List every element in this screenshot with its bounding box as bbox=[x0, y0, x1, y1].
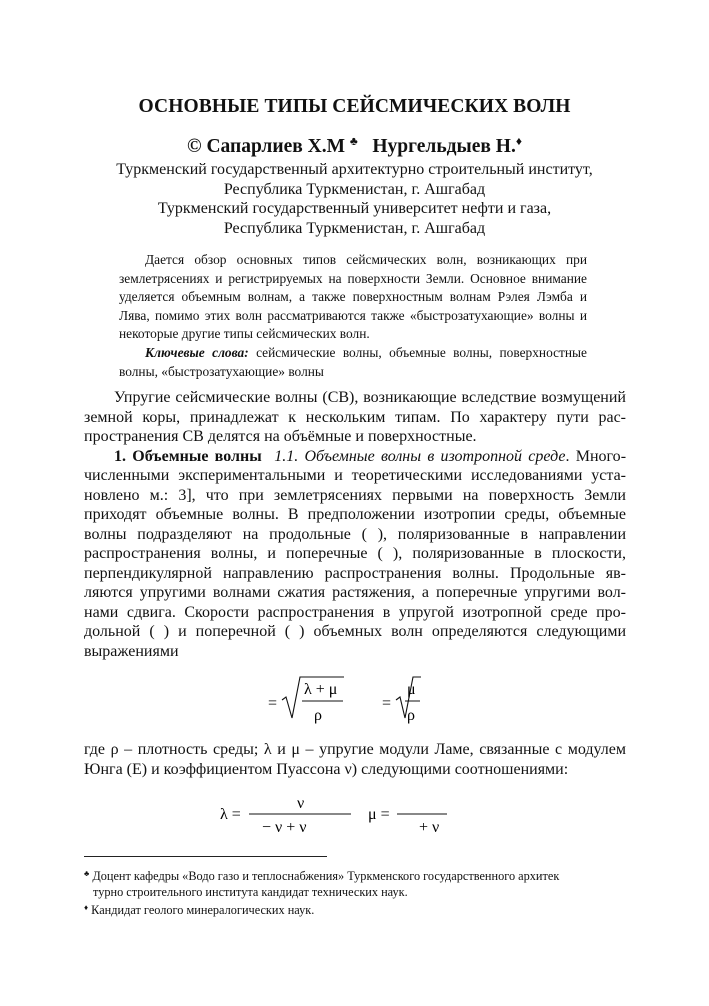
paragraph-1: Упругие сейсмические волны (СВ), возникающие вследствие возмущений земной коры, принадлежат к нескольким типам. По характеру пути распространения СВ делятся на объёмные и поверхностные. bbox=[84, 389, 626, 445]
body-text-continued bbox=[84, 740, 626, 779]
footnote-2 bbox=[84, 900, 626, 918]
diamond-footnote-mark: ♦ bbox=[84, 903, 89, 913]
affiliation-line: Республика Туркменистан, г. Ашгабад bbox=[223, 180, 486, 198]
paragraph-2-text: . Многочисленными экспериментальными и теоретическими исследованиями установлено м.: 3], что при землетрясениях первыми на поверхность Земли приходят объемные волны. В предположении изотропии среды, объемные волны подразделяют на продольные ( ), поляризованные в направлении распространения волны, и поперечные ( ), поляризованные в плоскости, перпендикулярной направлению распространения волны. Продольные являются упругими волнами сжатия растяжения, а поперечные упругими волнами сдвига. Скорости распространения в упругой изотропной среде продольной ( ) и поперечной ( ) объемных волн определяются следующими выражениями bbox=[84, 447, 627, 660]
body-text bbox=[84, 388, 626, 661]
footnote-1-line2: турно строительного института кандидат технических наук. bbox=[93, 885, 408, 900]
section-title: 1. Объемные волны bbox=[114, 447, 262, 465]
affiliation-line: Туркменский государственный архитектурно строительный институт, bbox=[116, 161, 593, 178]
formula3-numerator: ν bbox=[297, 795, 305, 812]
author-2: Нургельдыев Н. bbox=[372, 136, 516, 157]
keywords-label: Ключевые слова: bbox=[145, 344, 249, 360]
abstract bbox=[119, 251, 587, 381]
club-footnote-mark: ♣ bbox=[84, 869, 90, 878]
club-footnote-mark: ♣ bbox=[349, 134, 358, 148]
formula1-equals: = bbox=[268, 695, 278, 712]
footnote-1-line1: Доцент кафедры «Водо газо и теплоснабжения» Туркменского государственного архитек bbox=[92, 869, 560, 883]
formula2-denominator: ρ bbox=[407, 707, 415, 724]
paper-title: ОСНОВНЫЕ ТИПЫ СЕЙСМИЧЕСКИХ ВОЛН bbox=[138, 96, 571, 117]
paragraph-3: где ρ – плотность среды; λ и μ – упругие модули Ламе, связанные с модулем Юнга (E) и коэффициентом Пуассона ν) следующими соотношениями: bbox=[84, 741, 626, 778]
footnotes bbox=[84, 866, 626, 919]
sqrt-sign bbox=[396, 677, 421, 718]
affiliations bbox=[0, 160, 709, 239]
formula3-denominator: − ν + ν bbox=[262, 819, 307, 836]
keywords-text: сейсмические волны, объемные волны, поверхностные волны, «быстрозатухающие» волны bbox=[119, 344, 587, 379]
keywords bbox=[119, 344, 587, 381]
paragraph-2 bbox=[84, 447, 626, 662]
footnote-1 bbox=[84, 866, 626, 884]
formula3-lhs: λ = bbox=[220, 806, 241, 823]
sqrt-sign bbox=[282, 677, 344, 718]
abstract-text: Дается обзор основных типов сейсмических волн, возникающих при землетрясениях и регистрируемых на поверхности Земли. Основное внимание уделяется объемным волнам, а также поверхностным волнам Рэлея Лэмба и Лява, помимо этих волн рассматриваются также «быстрозатухающие» волны и некоторые другие типы сейсмических волн. bbox=[119, 252, 587, 342]
formula2-numerator: μ bbox=[407, 681, 416, 698]
diamond-footnote-mark: ♦ bbox=[515, 134, 522, 148]
formula4-lhs: μ = bbox=[368, 806, 390, 823]
footnote-divider bbox=[84, 856, 327, 857]
subsection-title: 1.1. Объемные волны в изотропной среде bbox=[274, 447, 566, 465]
formula1-denominator: ρ bbox=[314, 707, 322, 724]
formula4-denominator: + ν bbox=[419, 819, 440, 836]
formula2-equals: = bbox=[382, 695, 392, 712]
authors-line bbox=[0, 134, 709, 158]
formula1-numerator: λ + μ bbox=[304, 681, 338, 698]
author-1: © Сапарлиев Х.М bbox=[187, 136, 345, 157]
affiliation-line: Туркменский государственный университет нефти и газа, bbox=[157, 200, 552, 218]
affiliation-line: Республика Туркменистан, г. Ашгабад bbox=[223, 220, 486, 238]
footnote-2-text: Кандидат геолого минералогических наук. bbox=[91, 903, 315, 918]
